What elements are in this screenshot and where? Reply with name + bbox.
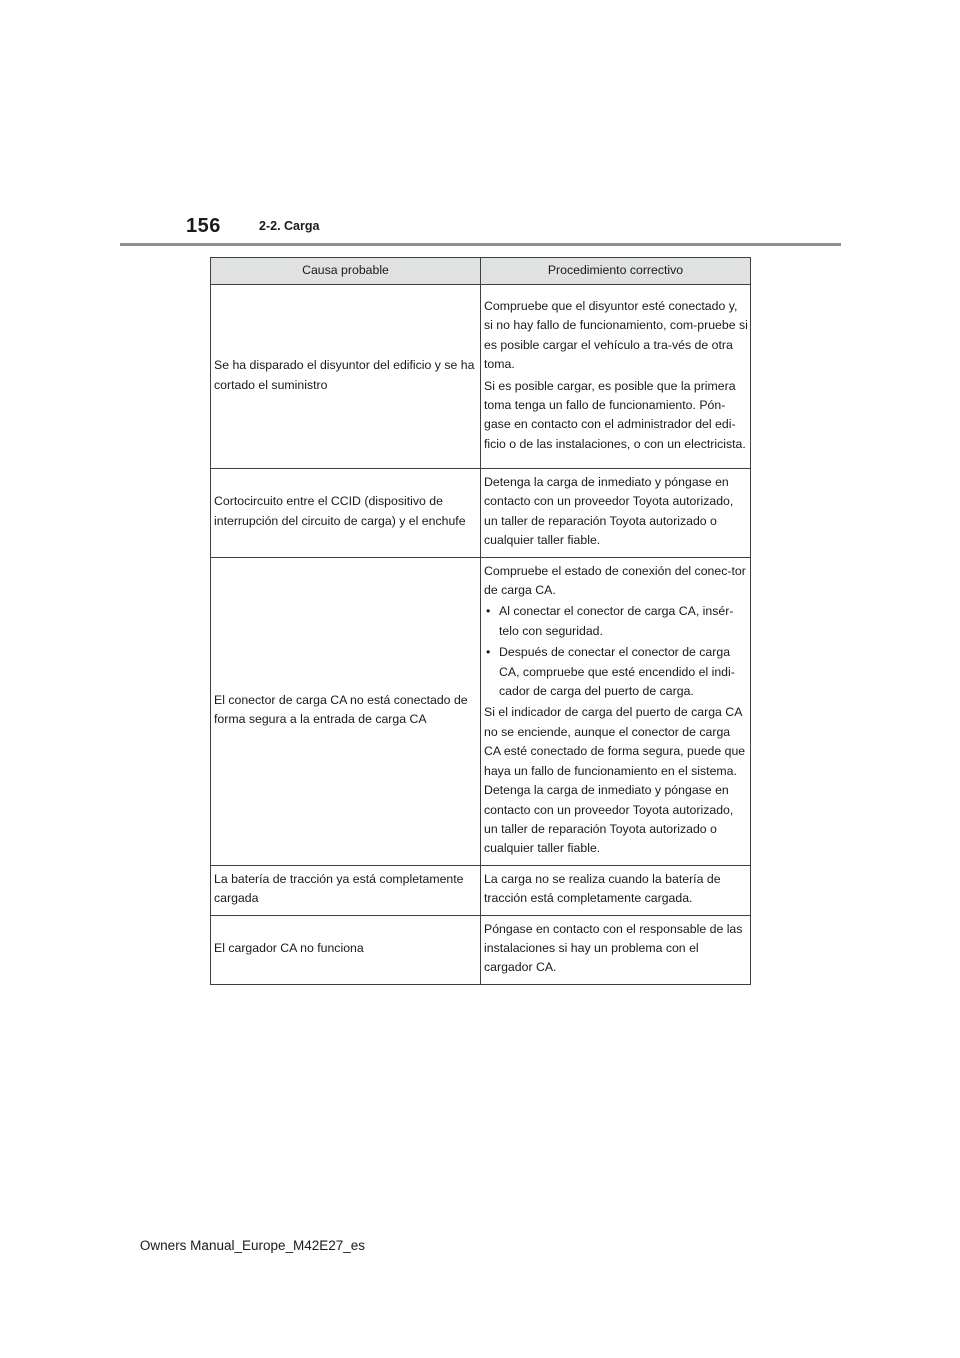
bullet-text: Al conectar el conector de carga CA, insér-telo con seguridad. — [499, 604, 734, 638]
column-header-cause: Causa probable — [211, 258, 481, 285]
cause-cell: Se ha disparado el disyuntor del edificio y se ha cortado el suministro — [211, 285, 481, 469]
procedure-text: Si el indicador de carga del puerto de carga CA no se enciende, aunque el conector de carga CA esté conectado de forma segura, puede que haya un fallo de funcionamiento en el sistema. Detenga la carga de inmediato y póngase en contacto con un proveedor Toyota autorizado, un taller de reparación Toyota autorizado o cualquier taller fiable. — [484, 705, 746, 856]
bullet-glyph: • — [486, 645, 491, 660]
procedure-cell — [481, 285, 751, 469]
table-row — [211, 469, 751, 558]
table-header-row — [211, 258, 751, 285]
procedure-cell — [481, 915, 751, 984]
bullet-item — [484, 643, 748, 701]
procedure-text: Si es posible cargar, es posible que la primera toma tenga un fallo de funcionamiento. Pón-gase en contacto con el administrador del edi-ficio o de las instalaciones, o con un electricista. — [484, 378, 746, 451]
bullet-glyph: • — [486, 604, 491, 619]
cause-cell: El cargador CA no funciona — [211, 915, 481, 984]
procedure-text: Compruebe el estado de conexión del conec-tor de carga CA. — [484, 563, 746, 598]
section-title: 2-2. Carga — [259, 219, 320, 233]
table-row — [211, 915, 751, 984]
procedure-text: Compruebe que el disyuntor esté conectado y, si no hay fallo de funcionamiento, com-pruebe si es posible cargar el vehículo a tra-vés de otra toma. — [484, 298, 748, 372]
header-divider — [120, 243, 841, 246]
page-number: 156 — [186, 215, 221, 237]
table-row — [211, 285, 751, 469]
bullet-text: Después de conectar el conector de carga CA, compruebe que esté encendido el indi-cador de carga del puerto de carga. — [499, 645, 735, 699]
cause-cell: El conector de carga CA no está conectado de forma segura a la entrada de carga CA — [211, 557, 481, 865]
procedure-text: Póngase en contacto con el responsable de las instalaciones si hay un problema con el cargador CA. — [484, 921, 743, 975]
bullet-item — [484, 602, 748, 641]
procedure-cell — [481, 469, 751, 558]
procedure-text: Detenga la carga de inmediato y póngase en contacto con un proveedor Toyota autorizado, un taller de reparación Toyota autorizado o cualquier taller fiable. — [484, 475, 734, 548]
troubleshooting-table — [210, 257, 751, 985]
procedure-text: La carga no se realiza cuando la batería de tracción está completamente cargada. — [484, 871, 721, 906]
table-row — [211, 557, 751, 865]
table-row — [211, 865, 751, 915]
column-header-procedure: Procedimiento correctivo — [481, 258, 751, 285]
cause-cell: Cortocircuito entre el CCID (dispositivo de interrupción del circuito de carga) y el enchufe — [211, 469, 481, 558]
cause-cell: La batería de tracción ya está completamente cargada — [211, 865, 481, 915]
procedure-cell — [481, 865, 751, 915]
footer-manual-id: Owners Manual_Europe_M42E27_es — [139, 1238, 366, 1253]
procedure-cell — [481, 557, 751, 865]
